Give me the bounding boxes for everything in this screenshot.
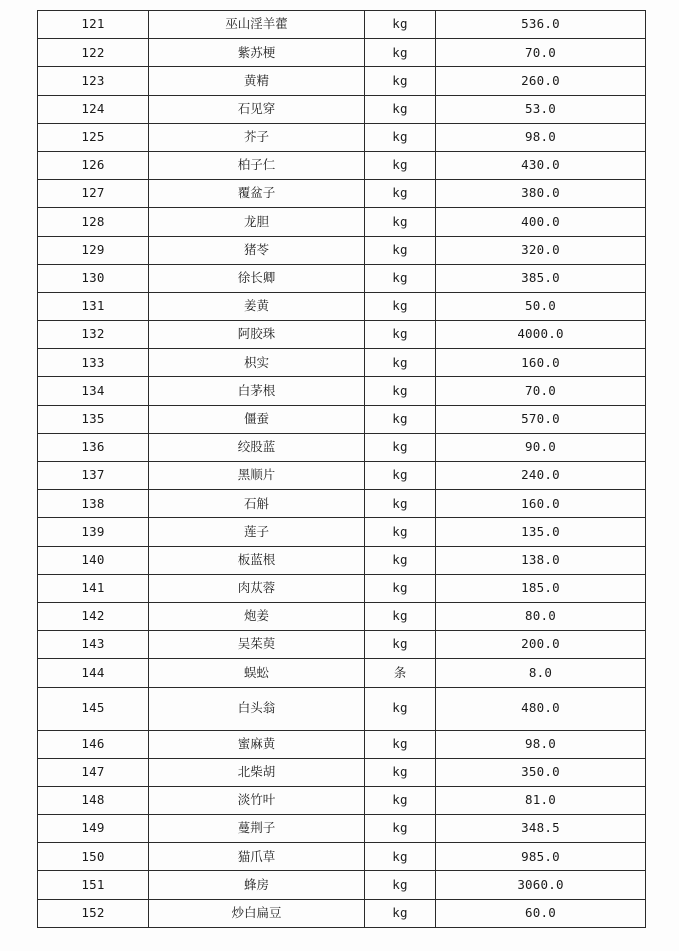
item-amount: 260.0 bbox=[436, 67, 646, 95]
row-number: 136 bbox=[38, 433, 149, 461]
item-amount: 348.5 bbox=[436, 815, 646, 843]
item-amount: 536.0 bbox=[436, 11, 646, 39]
table-row bbox=[38, 843, 646, 871]
item-amount: 3060.0 bbox=[436, 871, 646, 899]
item-unit: kg bbox=[365, 518, 436, 546]
table-row bbox=[38, 574, 646, 602]
item-name: 覆盆子 bbox=[149, 180, 365, 208]
table-row bbox=[38, 292, 646, 320]
row-number: 146 bbox=[38, 730, 149, 758]
row-number: 145 bbox=[38, 687, 149, 730]
row-number: 121 bbox=[38, 11, 149, 39]
row-number: 138 bbox=[38, 490, 149, 518]
item-name: 肉苁蓉 bbox=[149, 574, 365, 602]
item-name: 蜂房 bbox=[149, 871, 365, 899]
item-unit: kg bbox=[365, 405, 436, 433]
item-amount: 400.0 bbox=[436, 208, 646, 236]
row-number: 141 bbox=[38, 574, 149, 602]
item-unit: kg bbox=[365, 490, 436, 518]
row-number: 133 bbox=[38, 349, 149, 377]
item-unit: kg bbox=[365, 67, 436, 95]
item-unit: kg bbox=[365, 462, 436, 490]
item-amount: 380.0 bbox=[436, 180, 646, 208]
item-unit: kg bbox=[365, 546, 436, 574]
item-name: 北柴胡 bbox=[149, 758, 365, 786]
table-row bbox=[38, 349, 646, 377]
item-name: 巫山淫羊藿 bbox=[149, 11, 365, 39]
item-amount: 50.0 bbox=[436, 292, 646, 320]
item-name: 板蓝根 bbox=[149, 546, 365, 574]
table-row bbox=[38, 631, 646, 659]
item-name: 石斛 bbox=[149, 490, 365, 518]
table-row bbox=[38, 151, 646, 179]
item-amount: 53.0 bbox=[436, 95, 646, 123]
table-row bbox=[38, 208, 646, 236]
item-unit: kg bbox=[365, 758, 436, 786]
item-amount: 138.0 bbox=[436, 546, 646, 574]
table-row bbox=[38, 180, 646, 208]
table-row bbox=[38, 730, 646, 758]
item-unit: kg bbox=[365, 123, 436, 151]
row-number: 123 bbox=[38, 67, 149, 95]
row-number: 139 bbox=[38, 518, 149, 546]
row-number: 150 bbox=[38, 843, 149, 871]
item-unit: kg bbox=[365, 602, 436, 630]
table-row bbox=[38, 377, 646, 405]
item-amount: 160.0 bbox=[436, 349, 646, 377]
item-name: 炮姜 bbox=[149, 602, 365, 630]
row-number: 127 bbox=[38, 180, 149, 208]
row-number: 152 bbox=[38, 899, 149, 927]
item-name: 僵蚕 bbox=[149, 405, 365, 433]
row-number: 124 bbox=[38, 95, 149, 123]
table-row bbox=[38, 687, 646, 730]
item-name: 蜈蚣 bbox=[149, 659, 365, 687]
item-table bbox=[37, 10, 646, 928]
row-number: 151 bbox=[38, 871, 149, 899]
row-number: 143 bbox=[38, 631, 149, 659]
item-unit: kg bbox=[365, 208, 436, 236]
item-amount: 480.0 bbox=[436, 687, 646, 730]
item-name: 徐长卿 bbox=[149, 264, 365, 292]
item-amount: 350.0 bbox=[436, 758, 646, 786]
item-amount: 70.0 bbox=[436, 377, 646, 405]
item-amount: 160.0 bbox=[436, 490, 646, 518]
item-name: 猫爪草 bbox=[149, 843, 365, 871]
item-unit: kg bbox=[365, 730, 436, 758]
table-row bbox=[38, 490, 646, 518]
item-amount: 70.0 bbox=[436, 39, 646, 67]
item-name: 黑顺片 bbox=[149, 462, 365, 490]
row-number: 130 bbox=[38, 264, 149, 292]
item-amount: 320.0 bbox=[436, 236, 646, 264]
item-unit: kg bbox=[365, 151, 436, 179]
item-amount: 185.0 bbox=[436, 574, 646, 602]
item-unit: kg bbox=[365, 95, 436, 123]
item-name: 莲子 bbox=[149, 518, 365, 546]
item-name: 龙胆 bbox=[149, 208, 365, 236]
item-unit: kg bbox=[365, 264, 436, 292]
item-name: 淡竹叶 bbox=[149, 786, 365, 814]
table-row bbox=[38, 786, 646, 814]
item-name: 炒白扁豆 bbox=[149, 899, 365, 927]
row-number: 122 bbox=[38, 39, 149, 67]
item-name: 姜黄 bbox=[149, 292, 365, 320]
item-unit: kg bbox=[365, 180, 436, 208]
item-name: 蔓荆子 bbox=[149, 815, 365, 843]
item-amount: 98.0 bbox=[436, 730, 646, 758]
item-name: 白茅根 bbox=[149, 377, 365, 405]
table-row bbox=[38, 321, 646, 349]
table-row bbox=[38, 433, 646, 461]
item-amount: 200.0 bbox=[436, 631, 646, 659]
row-number: 148 bbox=[38, 786, 149, 814]
table-row bbox=[38, 39, 646, 67]
item-unit: kg bbox=[365, 433, 436, 461]
item-name: 猪苓 bbox=[149, 236, 365, 264]
item-unit: kg bbox=[365, 687, 436, 730]
table-row bbox=[38, 546, 646, 574]
item-name: 芥子 bbox=[149, 123, 365, 151]
row-number: 125 bbox=[38, 123, 149, 151]
item-amount: 570.0 bbox=[436, 405, 646, 433]
item-unit: kg bbox=[365, 11, 436, 39]
item-name: 吴茱萸 bbox=[149, 631, 365, 659]
table-row bbox=[38, 405, 646, 433]
item-unit: kg bbox=[365, 574, 436, 602]
row-number: 129 bbox=[38, 236, 149, 264]
item-unit: kg bbox=[365, 871, 436, 899]
item-unit: 条 bbox=[365, 659, 436, 687]
item-amount: 430.0 bbox=[436, 151, 646, 179]
table-row bbox=[38, 67, 646, 95]
table-row bbox=[38, 264, 646, 292]
table-body bbox=[38, 11, 646, 928]
item-name: 阿胶珠 bbox=[149, 321, 365, 349]
item-amount: 135.0 bbox=[436, 518, 646, 546]
table-row bbox=[38, 815, 646, 843]
row-number: 135 bbox=[38, 405, 149, 433]
row-number: 140 bbox=[38, 546, 149, 574]
item-unit: kg bbox=[365, 39, 436, 67]
row-number: 126 bbox=[38, 151, 149, 179]
row-number: 142 bbox=[38, 602, 149, 630]
item-amount: 98.0 bbox=[436, 123, 646, 151]
item-name: 绞股蓝 bbox=[149, 433, 365, 461]
item-amount: 8.0 bbox=[436, 659, 646, 687]
table-row bbox=[38, 236, 646, 264]
row-number: 147 bbox=[38, 758, 149, 786]
table-row bbox=[38, 758, 646, 786]
item-amount: 81.0 bbox=[436, 786, 646, 814]
row-number: 128 bbox=[38, 208, 149, 236]
row-number: 144 bbox=[38, 659, 149, 687]
item-name: 黄精 bbox=[149, 67, 365, 95]
item-unit: kg bbox=[365, 236, 436, 264]
item-name: 白头翁 bbox=[149, 687, 365, 730]
item-amount: 240.0 bbox=[436, 462, 646, 490]
row-number: 137 bbox=[38, 462, 149, 490]
item-name: 柏子仁 bbox=[149, 151, 365, 179]
row-number: 134 bbox=[38, 377, 149, 405]
item-amount: 80.0 bbox=[436, 602, 646, 630]
row-number: 131 bbox=[38, 292, 149, 320]
table-row bbox=[38, 659, 646, 687]
item-name: 紫苏梗 bbox=[149, 39, 365, 67]
item-unit: kg bbox=[365, 631, 436, 659]
item-name: 枳实 bbox=[149, 349, 365, 377]
table-row bbox=[38, 462, 646, 490]
item-unit: kg bbox=[365, 815, 436, 843]
item-unit: kg bbox=[365, 321, 436, 349]
table-row bbox=[38, 95, 646, 123]
item-name: 石见穿 bbox=[149, 95, 365, 123]
item-amount: 385.0 bbox=[436, 264, 646, 292]
item-unit: kg bbox=[365, 377, 436, 405]
item-unit: kg bbox=[365, 292, 436, 320]
item-name: 蜜麻黄 bbox=[149, 730, 365, 758]
row-number: 149 bbox=[38, 815, 149, 843]
table-row bbox=[38, 602, 646, 630]
row-number: 132 bbox=[38, 321, 149, 349]
item-unit: kg bbox=[365, 899, 436, 927]
table-row bbox=[38, 11, 646, 39]
table-row bbox=[38, 518, 646, 546]
item-unit: kg bbox=[365, 786, 436, 814]
item-amount: 4000.0 bbox=[436, 321, 646, 349]
item-unit: kg bbox=[365, 843, 436, 871]
item-amount: 90.0 bbox=[436, 433, 646, 461]
item-unit: kg bbox=[365, 349, 436, 377]
item-amount: 60.0 bbox=[436, 899, 646, 927]
table-row bbox=[38, 899, 646, 927]
table-row bbox=[38, 123, 646, 151]
table-row bbox=[38, 871, 646, 899]
item-amount: 985.0 bbox=[436, 843, 646, 871]
